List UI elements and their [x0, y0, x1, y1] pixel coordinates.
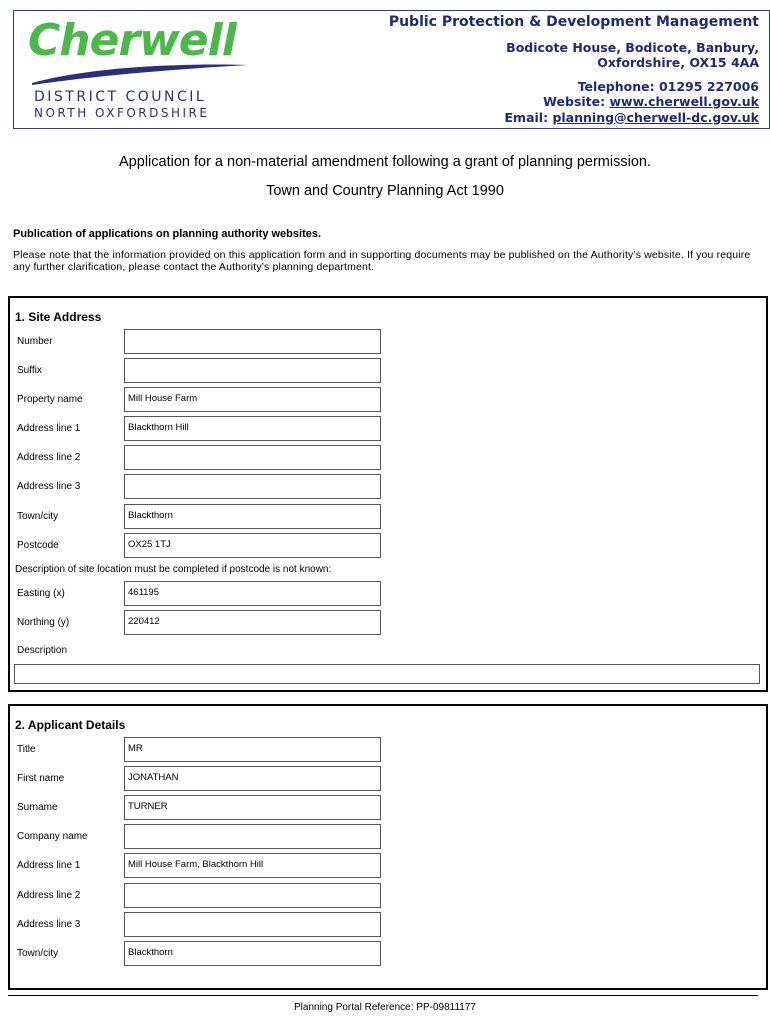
site-property-name-field[interactable]: Mill House Farm	[124, 387, 381, 412]
site-address-line-1-label: Address line 1	[17, 423, 81, 434]
site-address-line-1-field[interactable]: Blackthorn Hill	[124, 416, 381, 441]
site-description-field[interactable]	[14, 664, 760, 684]
site-number-field[interactable]	[124, 329, 381, 354]
site-northing-y-label: Northing (y)	[17, 617, 70, 628]
applicant-company-name-field[interactable]	[124, 824, 381, 849]
site-northing-y-field[interactable]: 220412	[124, 610, 381, 635]
site-town-city-label: Town/city	[17, 511, 59, 522]
website-link[interactable]: www.cherwell.gov.uk	[609, 94, 759, 109]
site-address-section	[8, 296, 768, 692]
applicant-address-line-1-field[interactable]: Mill House Farm, Blackthorn Hill	[124, 853, 381, 878]
applicant-address-line-3-label: Address line 3	[17, 919, 81, 930]
applicant-first-name-field[interactable]: JONATHAN	[124, 766, 381, 791]
form-title: Application for a non-material amendment following a grant of planning permission.	[119, 154, 651, 170]
applicant-town-city-field[interactable]: Blackthorn	[124, 941, 381, 966]
site-postcode-label: Postcode	[17, 540, 59, 551]
site-town-city-field[interactable]: Blackthorn	[124, 504, 381, 529]
applicant-town-city-label: Town/city	[17, 948, 59, 959]
address-line-2: Oxfordshire, OX15 4AA	[597, 55, 759, 70]
site-address-line-3-label: Address line 3	[17, 481, 81, 492]
planning-portal-reference: Planning Portal Reference: PP-09811177	[294, 1002, 476, 1013]
email-line	[389, 110, 759, 126]
address-line-1: Bodicote House, Bodicote, Banbury,	[506, 39, 759, 55]
site-location-note: Description of site location must be completed if postcode is not known:	[15, 564, 332, 575]
letterhead	[13, 10, 770, 129]
applicant-details-section	[8, 704, 768, 990]
applicant-first-name-label: First name	[17, 773, 65, 784]
site-number-label: Number	[17, 336, 53, 347]
telephone-label: Telephone:	[577, 78, 655, 94]
email-label: Email:	[504, 109, 549, 125]
site-suffix-label: Suffix	[17, 365, 42, 376]
applicant-surname-label: Surname	[17, 802, 58, 813]
applicant-surname-field[interactable]: TURNER	[124, 795, 381, 820]
applicant-title-label: Title	[17, 744, 36, 755]
site-easting-x-field[interactable]: 461195	[124, 581, 381, 606]
site-property-name-label: Property name	[17, 394, 83, 405]
site-address-line-2-label: Address line 2	[17, 452, 81, 463]
site-easting-x-label: Easting (x)	[17, 588, 65, 599]
council-contact-block	[389, 15, 759, 125]
email-link[interactable]: planning@cherwell-dc.gov.uk	[552, 109, 759, 125]
telephone-number: 01295 227006	[658, 78, 759, 94]
site-description-label: Description	[17, 645, 68, 656]
website-label: Website:	[543, 94, 606, 109]
footer-divider	[8, 995, 758, 996]
logo-subtitle-district: DISTRICT COUNCIL	[34, 89, 207, 105]
telephone-line	[389, 79, 759, 95]
website-line	[389, 94, 759, 110]
applicant-company-name-label: Company name	[17, 831, 88, 842]
publication-notice: Please note that the information provided on this application form and in supporting documents may be published on the Authority’s website. If you require any further clarification, please contact the Authority’s planning department.	[13, 249, 751, 273]
site-suffix-field[interactable]	[124, 358, 381, 383]
publication-heading: Publication of applications on planning authority websites.	[13, 228, 322, 240]
section-title: 1. Site Address	[15, 310, 102, 324]
applicant-address-line-3-field[interactable]	[124, 912, 381, 937]
section-title: 2. Applicant Details	[15, 718, 126, 732]
department-name: Public Protection & Development Management	[388, 14, 759, 30]
council-logo-wordmark: Cherwell	[28, 15, 236, 66]
logo-swoosh-icon	[30, 61, 250, 87]
logo-subtitle-region: NORTH OXFORDSHIRE	[34, 106, 210, 120]
form-subtitle: Town and Country Planning Act 1990	[266, 183, 504, 199]
applicant-title-field[interactable]: MR	[124, 737, 381, 762]
applicant-address-line-2-field[interactable]	[124, 883, 381, 908]
site-postcode-field[interactable]: OX25 1TJ	[124, 533, 381, 558]
applicant-address-line-1-label: Address line 1	[17, 860, 81, 871]
applicant-address-line-2-label: Address line 2	[17, 890, 81, 901]
site-address-line-3-field[interactable]	[124, 474, 381, 499]
site-address-line-2-field[interactable]	[124, 445, 381, 470]
